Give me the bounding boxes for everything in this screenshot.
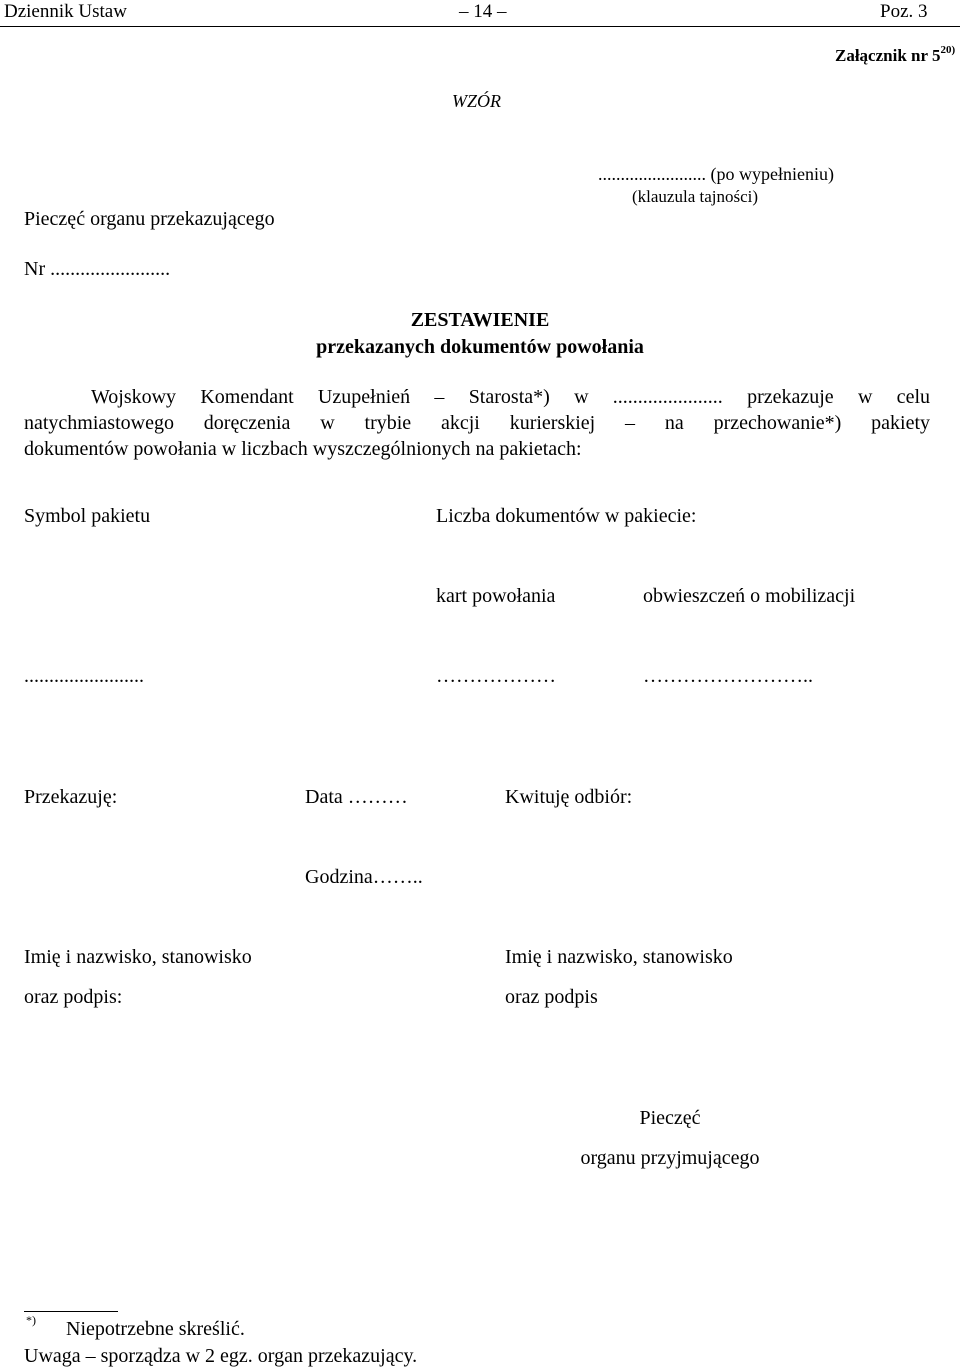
template-label: WZÓR (452, 91, 501, 111)
header-divider (0, 26, 960, 27)
subcolumn-notices: obwieszczeń o mobilizacji (643, 585, 856, 607)
receipt-label: Kwituję odbiór: (505, 786, 633, 808)
body-line-3: dokumentów powołania w liczbach wyszczególnionych na pakietach: (24, 438, 582, 460)
document-number-field: Nr ........................ (24, 258, 171, 280)
column-symbol-header: Symbol pakietu (24, 505, 151, 527)
fill-notices: …………………….. (643, 665, 813, 687)
annex-text: Załącznik nr 5 (835, 46, 941, 65)
document-subtitle: przekazanych dokumentów powołania (316, 336, 644, 358)
sender-signature-label: oraz podpis: (24, 986, 123, 1008)
sender-stamp-label: Pieczęć organu przekazującego (24, 208, 275, 230)
date-field: Data ……… (305, 786, 408, 808)
receiver-signature-label: oraz podpis (505, 986, 598, 1008)
classification-caption: (klauzula tajności) (632, 187, 759, 206)
position-number: Poz. 3 (880, 1, 928, 22)
time-field: Godzina…….. (305, 866, 423, 888)
transfer-label: Przekazuję: (24, 786, 118, 808)
body-paragraph (24, 384, 930, 462)
footnote-divider (24, 1311, 118, 1312)
subcolumn-cards: kart powołania (436, 585, 556, 607)
fill-symbol: ........................ (24, 665, 144, 687)
receiver-stamp-line-1: Pieczęć (639, 1107, 701, 1129)
footnote-remark: Uwaga – sporządza w 2 egz. organ przekazujący. (24, 1345, 418, 1367)
body-line-2: natychmiastowego doręczenia w trybie akcji kurierskiej – na przechowanie*) pakiety (24, 412, 930, 434)
receiver-name-label: Imię i nazwisko, stanowisko (505, 946, 733, 968)
fill-cards: ……………… (436, 665, 556, 687)
annex-label (835, 46, 955, 66)
annex-footnote-ref: 20) (940, 44, 956, 56)
journal-title: Dziennik Ustaw (4, 1, 127, 22)
sender-name-label: Imię i nazwisko, stanowisko (24, 946, 252, 968)
column-count-header: Liczba dokumentów w pakiecie: (436, 505, 697, 527)
footnote-marker: *) (26, 1313, 36, 1327)
document-title: ZESTAWIENIE (410, 309, 550, 331)
classification-line: ........................ (po wypełnieniu) (598, 164, 834, 184)
body-line-1: Wojskowy Komendant Uzupełnień – Starosta*) w ...................... przekazuje w celu (91, 386, 930, 408)
receiver-stamp-line-2: organu przyjmującego (580, 1147, 760, 1169)
footnote-text: Niepotrzebne skreślić. (66, 1318, 245, 1340)
page-number: – 14 – (459, 1, 507, 22)
